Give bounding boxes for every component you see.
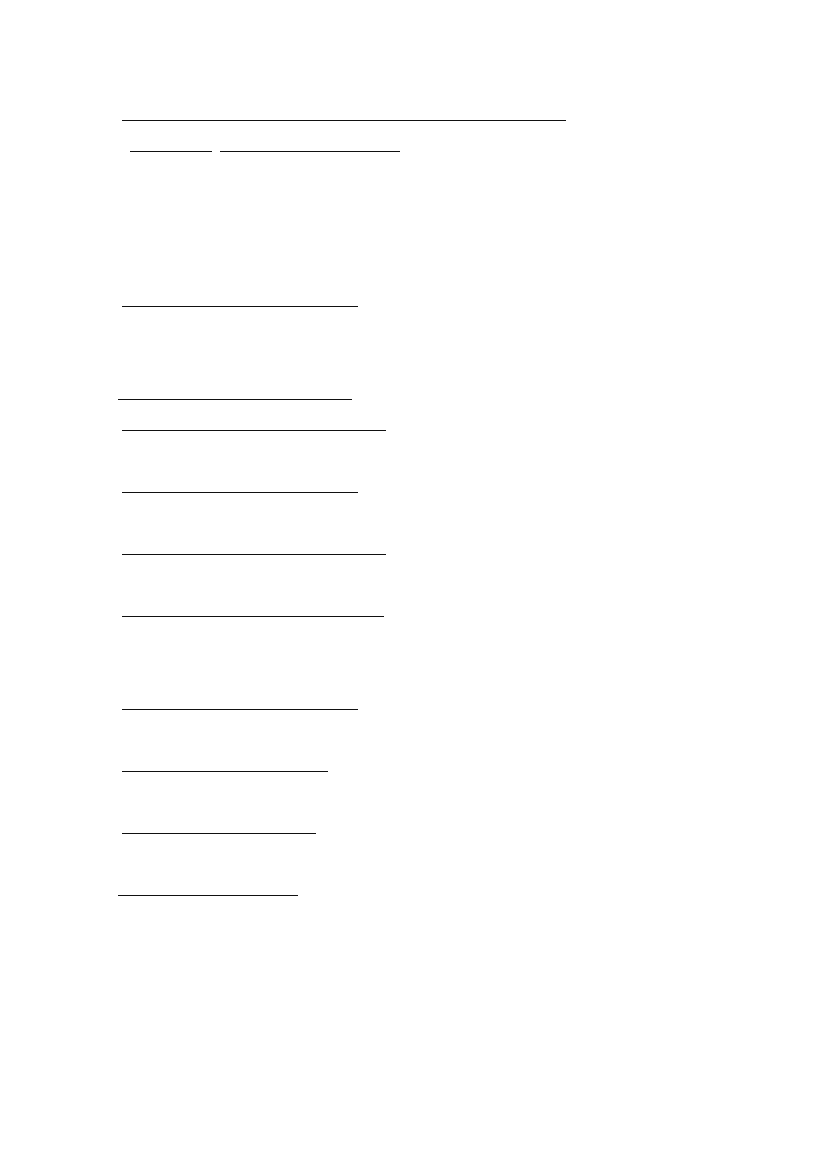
answer-blank-6[interactable]: [122, 598, 384, 617]
answer-blank-4[interactable]: [122, 474, 358, 493]
answer-blank-8[interactable]: [122, 753, 328, 772]
answer-blank-2[interactable]: [118, 381, 352, 400]
top-border: [30, 30, 790, 64]
number-blank[interactable]: [130, 133, 212, 152]
item-5-line-1: [118, 535, 390, 561]
name-blank[interactable]: [122, 102, 566, 121]
name-line: [118, 101, 570, 127]
answer-blank-1[interactable]: [122, 288, 358, 307]
item-10-line-2: [118, 876, 302, 902]
bottom-border: [30, 1102, 790, 1136]
item-6-line-1: [118, 597, 384, 623]
item-7-line-2: [118, 690, 362, 716]
item-8-line-1: [118, 752, 332, 778]
number-group-line: [126, 132, 404, 158]
answer-blank-5[interactable]: [122, 536, 386, 555]
item-2-line-2: [118, 380, 356, 406]
right-border: [756, 30, 790, 1136]
item-3-line-1: [118, 411, 390, 437]
answer-blank-9[interactable]: [122, 815, 316, 834]
item-9-line-2: [118, 814, 320, 840]
item-1-line-1: [118, 287, 362, 313]
group-blank[interactable]: [220, 133, 400, 152]
answer-blank-7[interactable]: [122, 691, 358, 710]
answer-blank-10[interactable]: [118, 877, 298, 896]
item-4-line-1: [118, 473, 358, 499]
answer-blank-3[interactable]: [122, 412, 386, 431]
left-border: [30, 30, 64, 1136]
